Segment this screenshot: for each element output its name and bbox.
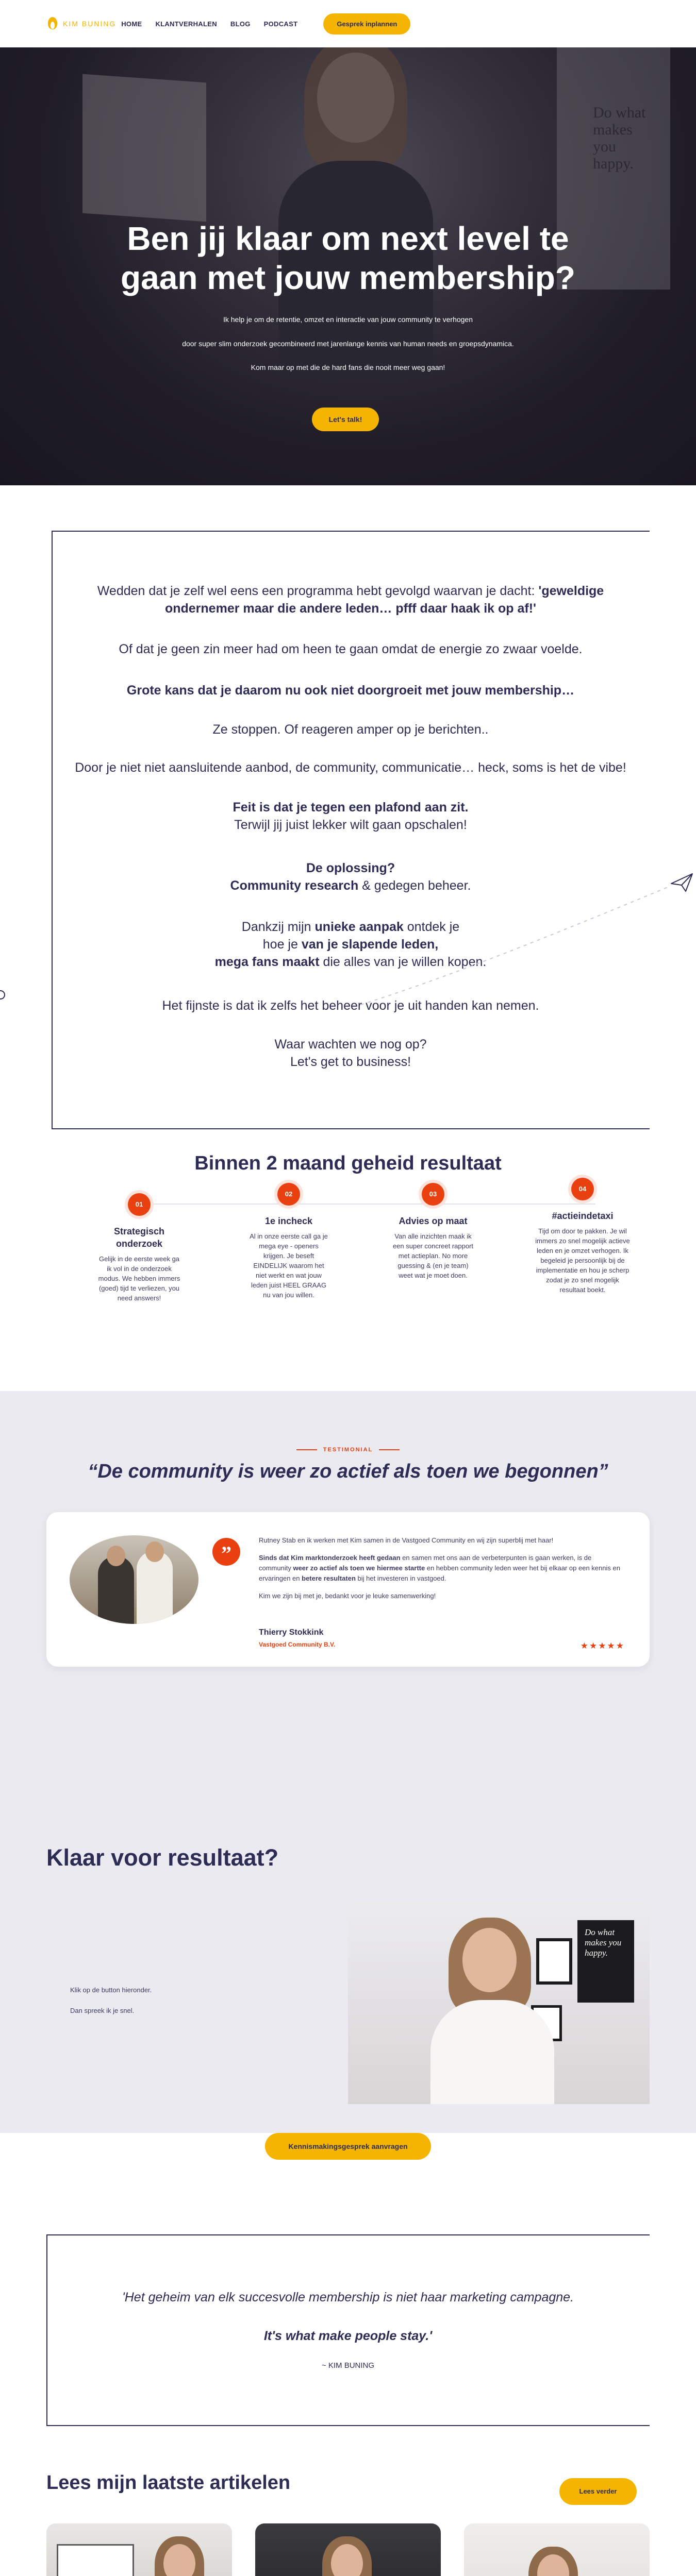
article-thumbnail[interactable] bbox=[464, 2523, 650, 2576]
intro-p5: Door je niet niet aansluitende aanbod, de community, communicatie… heck, soms is het de vibe! bbox=[75, 760, 626, 775]
articles-more-button[interactable]: Lees verder bbox=[559, 2478, 637, 2505]
hero-title: Ben jij klaar om next level te gaan met jouw membership? bbox=[121, 220, 575, 296]
step-number: 04 bbox=[571, 1178, 594, 1200]
hero-subtitle-3: Kom maar op met die de hard fans die nooit meer weg gaan! bbox=[251, 363, 445, 371]
hero-subtitle-2: door super slim onderzoek gecombineerd met jarenlange kennis van human needs en groepsdynamica. bbox=[182, 340, 514, 348]
article-thumbnail[interactable] bbox=[46, 2523, 232, 2576]
article-card[interactable] bbox=[255, 2523, 441, 2576]
nav-link-home[interactable]: HOME bbox=[121, 20, 142, 28]
testimonial-photo bbox=[70, 1535, 198, 1624]
intro-p4: Ze stoppen. Of reageren amper op je berichten.. bbox=[212, 722, 489, 737]
quote-line-1: 'Het geheim van elk succesvolle membership is niet haar marketing campagne. bbox=[122, 2290, 574, 2304]
intro-p7: De oplossing? Community research & gedegen beheer. bbox=[230, 861, 471, 893]
step-title: Advies op maat bbox=[399, 1216, 468, 1226]
quote-bottom-rule bbox=[46, 2425, 650, 2426]
article-thumbnail[interactable] bbox=[255, 2523, 441, 2576]
gesprek-inplannen-button[interactable]: Gesprek inplannen bbox=[323, 13, 410, 35]
lets-talk-button[interactable]: Let's talk! bbox=[312, 408, 379, 431]
nav-link-klantverhalen[interactable]: KLANTVERHALEN bbox=[155, 20, 217, 28]
ready-line-1: Klik op de button hieronder. bbox=[70, 1986, 152, 1994]
nav-link-blog[interactable]: BLOG bbox=[230, 20, 251, 28]
ready-line-2: Dan spreek ik je snel. bbox=[70, 2007, 135, 2014]
intro-p1: Wedden dat je zelf wel eens een programma hebt gevolgd waarvan je dacht: 'geweldige ondernemer maar die andere leden… pfff daar haak ik op af!' bbox=[97, 584, 604, 616]
ready-photo bbox=[348, 1902, 650, 2104]
kennismakingsgesprek-button[interactable]: Kennismakingsgesprek aanvragen bbox=[265, 2133, 431, 2160]
step-title: 1e incheck bbox=[264, 1216, 313, 1226]
quote-top-rule bbox=[46, 2234, 650, 2235]
quote-icon: ” bbox=[212, 1538, 240, 1566]
testimonial-text bbox=[259, 1535, 625, 1608]
testimonial-title: “De community is weer zo actief als toen we begonnen” bbox=[88, 1461, 608, 1482]
articles-title: Lees mijn laatste artikelen bbox=[46, 2472, 291, 2494]
intro-p6: Feit is dat je tegen een plafond aan zit. Terwijl jij juist lekker wilt gaan opschalen! bbox=[233, 800, 469, 832]
testimonial-name: Thierry Stokkink bbox=[259, 1628, 324, 1637]
steps-timeline bbox=[88, 1183, 634, 1348]
star-rating: ★★★★★ bbox=[580, 1641, 625, 1651]
testimonial-p1: Rutney Stab en ik werken met Kim samen in de Vastgoed Community en wij zijn superblij met haar! bbox=[259, 1536, 554, 1544]
step-number: 03 bbox=[422, 1183, 444, 1206]
intro-p3: Grote kans dat je daarom nu ook niet doorgroeit met jouw membership… bbox=[126, 683, 575, 698]
step-3 bbox=[382, 1183, 485, 1280]
dashed-plane-trail bbox=[361, 876, 675, 1010]
step-2 bbox=[237, 1183, 340, 1300]
testimonial-p2: Sinds dat Kim marktonderzoek heeft gedaan en samen met ons aan de verbeterpunten is gaan werken, is de community weer zo actief als toen we hiermee startte en hebben community leden weer het bij elkaar op een kennis en ervaringen en betere resultaten bij het investeren in vastgoed. bbox=[259, 1554, 620, 1582]
testimonial-p3: Kim we zijn bij met je, bedankt voor je leuke samenwerking! bbox=[259, 1592, 436, 1600]
article-card[interactable] bbox=[464, 2523, 650, 2576]
intro-p2: Of dat je geen zin meer had om heen te gaan omdat de energie zo zwaar voelde. bbox=[119, 642, 583, 656]
testimonial-tag: TESTIMONIAL bbox=[0, 1447, 696, 1453]
step-text: Van alle inzichten maak ik een super concreet rapport met actieplan. No more guessing & (en je team) weet wat je moet doen. bbox=[392, 1232, 474, 1279]
quote-author: ~ KIM BUNING bbox=[321, 2361, 375, 2370]
step-text: Gelijk in de eerste week ga ik vol in de onderzoek modus. We hebben immers (goed) tijd te verliezen, you need answers! bbox=[98, 1255, 180, 1302]
ready-title: Klaar voor resultaat? bbox=[46, 1844, 279, 1871]
hero-poster: Do what makes you happy. bbox=[557, 47, 670, 290]
step-4 bbox=[531, 1178, 634, 1295]
article-card[interactable] bbox=[46, 2523, 232, 2576]
intro-p9: Het fijnste is dat ik zelfs het beheer voor je uit handen kan nemen. bbox=[162, 998, 539, 1013]
decorative-circle bbox=[0, 990, 5, 999]
steps-line bbox=[126, 1204, 595, 1205]
step-1 bbox=[88, 1193, 191, 1303]
testimonial-company: Vastgoed Community B.V. bbox=[259, 1641, 336, 1648]
quote-line-2: It's what make people stay.' bbox=[263, 2329, 433, 2343]
intro-p10: Waar wachten we nog op? Let's get to business! bbox=[274, 1037, 427, 1069]
intro-bottom-rule bbox=[52, 1128, 650, 1129]
nav-link-podcast[interactable]: PODCAST bbox=[263, 20, 298, 28]
intro-p8: Dankzij mijn unieke aanpak ontdek je hoe je van je slapende leden, mega fans maakt die alles van je willen kopen. bbox=[214, 920, 487, 969]
logo-text: KIM BUNING bbox=[63, 20, 117, 28]
hero-subtitle-1: Ik help je om de retentie, omzet en interactie van jouw community te verhogen bbox=[223, 315, 473, 324]
step-title: #actieindetaxi bbox=[552, 1211, 614, 1221]
step-number: 02 bbox=[277, 1183, 300, 1206]
result-title: Binnen 2 maand geheid resultaat bbox=[194, 1153, 502, 1174]
do-what-makes-you-happy-frame: Do what makes you happy. bbox=[577, 1920, 634, 2003]
step-text: Al in onze eerste call ga je mega eye - openers krijgen. Je beseft EINDELIJK waarom het niet werkt en wat jouw leden juist HEEL GRAAG nu van jou willen. bbox=[250, 1232, 328, 1299]
step-text: Tijd om door te pakken. Je wil immers zo snel mogelijk actieve leden en je omzet verhogen. Ik begeleid je persoonlijk bij de implementatie en hou je scherp zodat je zo snel mogelijk resultaat boekt. bbox=[535, 1227, 630, 1294]
step-title: Strategisch onderzoek bbox=[113, 1226, 165, 1249]
step-number: 01 bbox=[128, 1193, 151, 1216]
testimonial-card bbox=[46, 1512, 650, 1667]
